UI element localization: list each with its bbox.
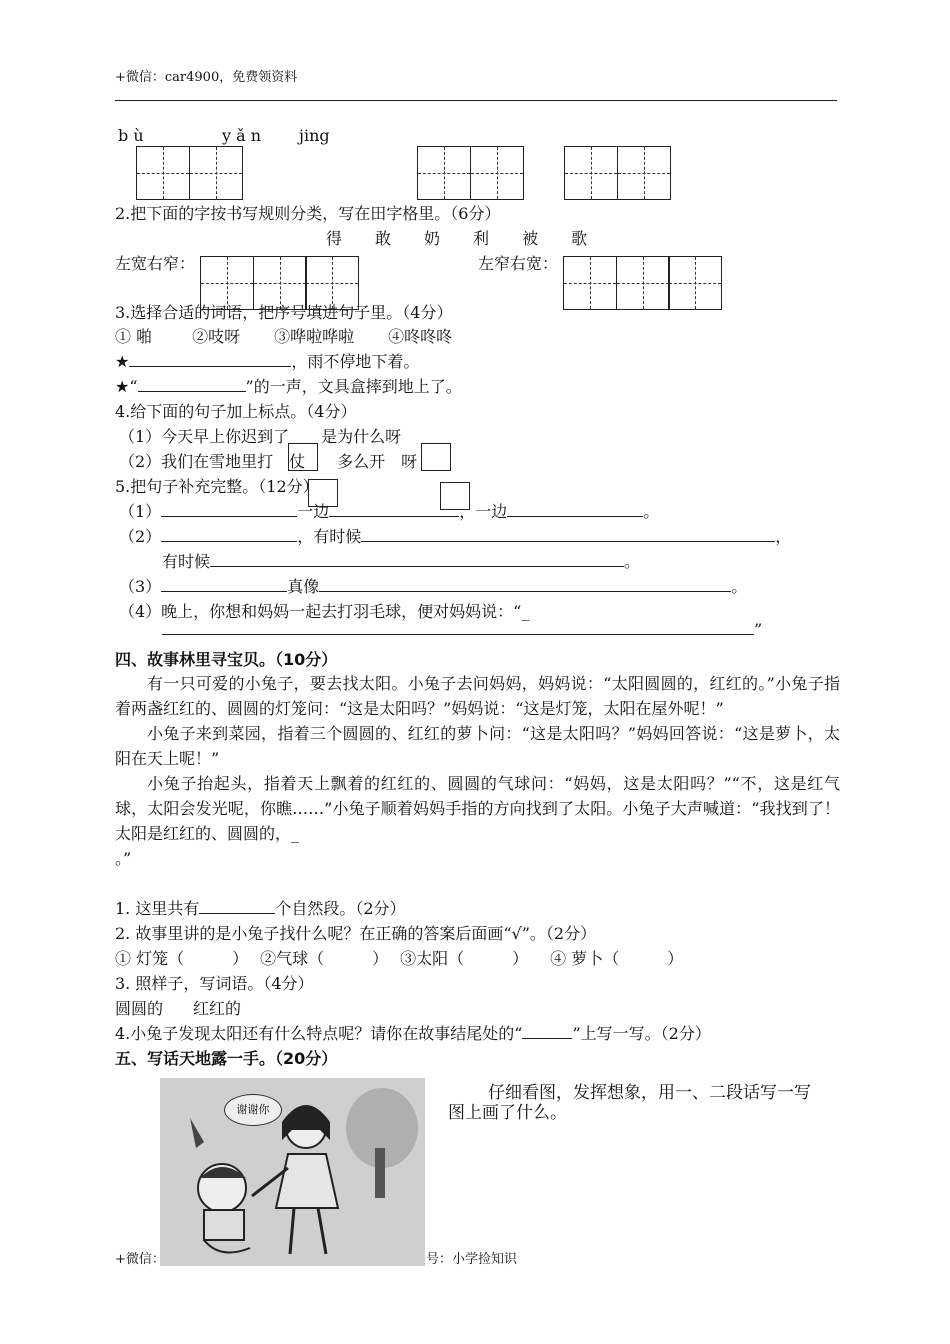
option-balloon[interactable]: ②气球（ ）	[260, 949, 389, 968]
writing-prompt-picture	[160, 1078, 425, 1266]
footer-right: 号：小学捡知识	[426, 1252, 518, 1267]
sec4-q3: 3. 照样子，写词语。（4分）	[115, 974, 314, 993]
q4-sentence-2: （2）我们在雪地里打 仗 多么开 呀	[119, 452, 418, 471]
q5-blank[interactable]	[210, 552, 624, 567]
option-radish[interactable]: ④ 萝卜（ ）	[550, 949, 684, 968]
q4-sentence-1: （1）今天早上你迟到了 是为什么呀	[119, 427, 402, 446]
star-icon: ★	[115, 352, 130, 371]
sec4-q1: 1. 这里共有 个自然段。（2分）	[115, 899, 406, 918]
header-text: +微信：car4900，免费领资料	[115, 70, 298, 85]
right-wide-grid[interactable]	[563, 256, 722, 310]
q5-blank[interactable]	[319, 577, 731, 592]
sec4-q4: 4.小兔子发现太阳还有什么特点呢？请你在故事结尾处的“ ”上写一写。（2分）	[115, 1024, 711, 1043]
sec4-examples: 圆圆的 红红的	[115, 999, 242, 1018]
pinyin-2: y ǎ n	[222, 126, 262, 145]
q2-char: 敢	[375, 229, 392, 248]
sec5-instruction-2: 图上画了什么。	[448, 1103, 567, 1123]
q2-chars	[326, 226, 587, 249]
q3-options	[115, 324, 452, 347]
sec5-title: 五、写话天地露一手。（20分）	[115, 1049, 338, 1068]
q5-line-6: ”	[162, 620, 762, 639]
header-rule	[115, 100, 837, 101]
option-lantern[interactable]: ① 灯笼（ ）	[115, 949, 249, 968]
q5-blank[interactable]	[162, 620, 754, 635]
sec4-q4-blank[interactable]	[522, 1024, 572, 1039]
footer-left: +微信：	[115, 1252, 165, 1267]
pinyin-grid-1[interactable]	[136, 146, 243, 200]
q3-option: ① 啪	[115, 327, 153, 346]
q5-blank[interactable]	[161, 577, 287, 592]
sec5-instruction-1: 仔细看图，发挥想象，用一、二段话写一写	[488, 1083, 811, 1103]
option-sun[interactable]: ③太阳（ ）	[400, 949, 529, 968]
sec4-q1-blank[interactable]	[199, 899, 275, 914]
q5-blank[interactable]	[329, 502, 459, 517]
q5-line-2: （2） ，有时候 ，	[119, 527, 792, 546]
children-illustration	[160, 1078, 425, 1266]
q3-option: ④咚咚咚	[388, 327, 453, 346]
q2-char: 歌	[571, 229, 588, 248]
q2-char: 奶	[424, 229, 441, 248]
q3-blank-1[interactable]	[129, 352, 291, 367]
left-wide-label: 左宽右窄：	[115, 254, 196, 273]
q5-blank[interactable]	[161, 502, 297, 517]
q3-option: ②吱呀	[192, 327, 241, 346]
q5-line-1: （1） 一边 ，一边 。	[119, 502, 660, 521]
q2-char: 被	[522, 229, 539, 248]
q5-blank[interactable]	[161, 527, 297, 542]
story-para-3-end: 。”	[115, 849, 132, 868]
q5-line-4: （3） 真像 。	[119, 577, 748, 596]
q2-title: 2.把下面的字按书写规则分类，写在田字格里。（6分）	[115, 204, 501, 223]
q3-option: ③哗啦哗啦	[274, 327, 355, 346]
q4-title: 4.给下面的句子加上标点。（4分）	[115, 402, 357, 421]
q3-blank-2[interactable]	[138, 377, 246, 392]
sec4-options	[115, 946, 683, 969]
q3-title: 3.选择合适的词语，把序号填进句子里。（4分）	[115, 303, 453, 322]
q5-blank[interactable]	[507, 502, 643, 517]
story-para-2: 小兔子来到菜园，指着三个圆圆的、红红的萝卜问：“这是太阳吗？”妈妈回答说：“这是萝卜，太阳在天上呢！”	[115, 724, 840, 768]
q5-blank[interactable]	[361, 527, 775, 542]
q3-sentence-1: ★ ，雨不停地下着。	[115, 352, 420, 371]
punct-box-1[interactable]	[288, 443, 318, 471]
right-wide-label: 左窄右宽：	[478, 254, 559, 273]
punct-box-2[interactable]	[421, 443, 451, 471]
pinyin-grid-2[interactable]	[417, 146, 524, 200]
q5-line-5: （4）晚上，你想和妈妈一起去打羽毛球，便对妈妈说：“_	[119, 602, 530, 621]
pinyin-1: b ù	[118, 126, 144, 145]
q2-char: 得	[326, 229, 343, 248]
q3-sentence-2: ★“ ”的一声，文具盒摔到地上了。	[115, 377, 462, 396]
story	[115, 671, 840, 871]
q2-char: 利	[473, 229, 490, 248]
story-para-3: 小兔子抬起头，指着天上飘着的红红的、圆圆的气球问：“妈妈，这是太阳吗？”“不，这是红气球，太阳会发光呢，你瞧……”小兔子顺着妈妈手指的方向找到了太阳。小兔子大声喊道：“我找到了！太阳是红红的、圆圆的，_	[115, 774, 840, 843]
q5-line-3: 有时候 。	[162, 552, 641, 571]
sec4-title: 四、故事林里寻宝贝。（10分）	[115, 650, 338, 669]
speech-bubble: 谢谢你	[224, 1094, 282, 1126]
pinyin-3: jing	[299, 126, 330, 145]
sec4-q2: 2. 故事里讲的是小兔子找什么呢？在正确的答案后面画“√”。（2分）	[115, 924, 597, 943]
pinyin-grid-3[interactable]	[564, 146, 671, 200]
story-para-1: 有一只可爱的小兔子，要去找太阳。小兔子去问妈妈，妈妈说：“太阳圆圆的，红红的。”小兔子指着两盏红红的、圆圆的灯笼问：“这是太阳吗？”妈妈说：“这是灯笼，太阳在屋外呢！”	[115, 674, 840, 718]
q5-title: 5.把句子补充完整。（12分）	[115, 477, 319, 496]
